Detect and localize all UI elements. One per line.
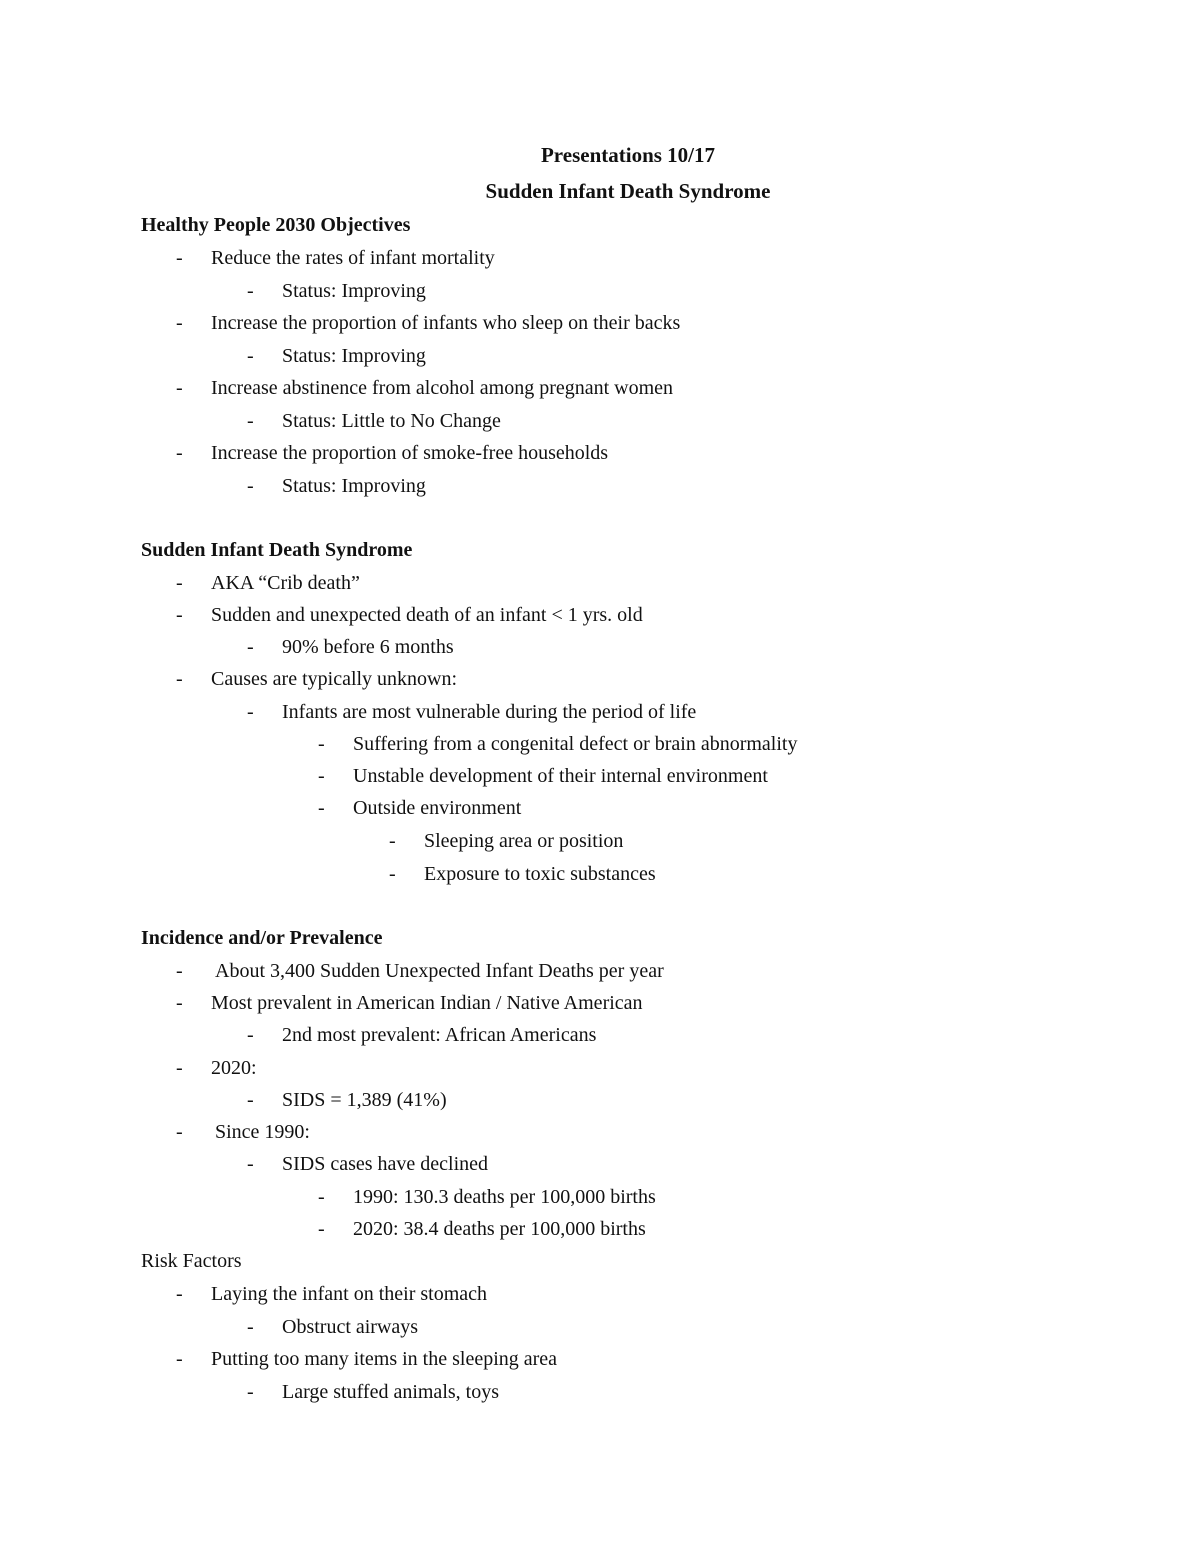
section-heading-sids: Sudden Infant Death Syndrome (141, 539, 413, 561)
document-subtitle: Sudden Infant Death Syndrome (485, 179, 771, 203)
list-item-text: Sudden and unexpected death of an infant < 1 yrs. old (211, 604, 643, 626)
list-item-text: Status: Improving (282, 345, 426, 367)
bullet-dash: - (176, 1057, 183, 1079)
bullet-dash: - (176, 312, 183, 334)
bullet-dash: - (176, 1283, 183, 1305)
section-heading-objectives: Healthy People 2030 Objectives (141, 214, 411, 236)
bullet-dash: - (389, 830, 396, 852)
list-item-text: Status: Improving (282, 280, 426, 302)
list-item-text: Outside environment (353, 797, 522, 819)
list-item-text: 90% before 6 months (282, 636, 454, 658)
list-item-text: Putting too many items in the sleeping area (211, 1348, 558, 1370)
bullet-dash: - (176, 442, 183, 464)
list-item-text: Obstruct airways (282, 1316, 419, 1338)
list-item-text: AKA “Crib death” (211, 572, 360, 594)
bullet-dash: - (318, 797, 325, 819)
bullet-dash: - (247, 410, 254, 432)
bullet-dash: - (318, 1186, 325, 1208)
bullet-dash: - (247, 636, 254, 658)
list-item-text: 2020: (211, 1057, 257, 1079)
bullet-dash: - (247, 701, 254, 723)
list-item-text: Reduce the rates of infant mortality (211, 247, 495, 269)
bullet-dash: - (247, 280, 254, 302)
list-item-text: 1990: 130.3 deaths per 100,000 births (353, 1186, 656, 1208)
list-item-text: Most prevalent in American Indian / Native American (211, 992, 643, 1014)
bullet-dash: - (247, 1089, 254, 1111)
list-item-text: Status: Little to No Change (282, 410, 501, 432)
list-item-text: Sleeping area or position (424, 830, 624, 852)
bullet-dash: - (176, 960, 183, 982)
bullet-dash: - (176, 1348, 183, 1370)
list-item-text: Increase abstinence from alcohol among pregnant women (211, 377, 674, 399)
bullet-dash: - (176, 1121, 183, 1143)
bullet-dash: - (176, 668, 183, 690)
section-heading-incidence: Incidence and/or Prevalence (141, 927, 383, 949)
bullet-dash: - (318, 1218, 325, 1240)
bullet-dash: - (176, 572, 183, 594)
list-item-text: Laying the infant on their stomach (211, 1283, 488, 1305)
bullet-dash: - (318, 733, 325, 755)
bullet-dash: - (247, 1024, 254, 1046)
section-heading-risk-factors: Risk Factors (141, 1250, 242, 1272)
list-item-text: SIDS = 1,389 (41%) (282, 1089, 447, 1111)
list-item-text: Since 1990: (215, 1121, 310, 1143)
bullet-dash: - (176, 992, 183, 1014)
list-item-text: 2nd most prevalent: African Americans (282, 1024, 597, 1046)
bullet-dash: - (247, 345, 254, 367)
list-item-text: Suffering from a congenital defect or brain abnormality (353, 733, 798, 755)
bullet-dash: - (389, 863, 396, 885)
list-item-text: SIDS cases have declined (282, 1153, 489, 1175)
list-item-text: Exposure to toxic substances (424, 863, 656, 885)
list-item-text: Status: Improving (282, 475, 426, 497)
document-title: Presentations 10/17 (540, 143, 716, 167)
bullet-dash: - (247, 1153, 254, 1175)
bullet-dash: - (318, 765, 325, 787)
bullet-dash: - (247, 1381, 254, 1403)
bullet-dash: - (176, 604, 183, 626)
list-item-text: Increase the proportion of infants who sleep on their backs (211, 312, 681, 334)
list-item-text: Infants are most vulnerable during the period of life (282, 701, 697, 723)
list-item-text: Causes are typically unknown: (211, 668, 458, 690)
list-item-text: Large stuffed animals, toys (282, 1381, 499, 1403)
list-item-text: About 3,400 Sudden Unexpected Infant Deaths per year (215, 960, 664, 982)
bullet-dash: - (247, 1316, 254, 1338)
bullet-dash: - (176, 377, 183, 399)
bullet-dash: - (176, 247, 183, 269)
list-item-text: Unstable development of their internal environment (353, 765, 768, 787)
list-item-text: 2020: 38.4 deaths per 100,000 births (353, 1218, 646, 1240)
list-item-text: Increase the proportion of smoke-free households (211, 442, 609, 464)
bullet-dash: - (247, 475, 254, 497)
